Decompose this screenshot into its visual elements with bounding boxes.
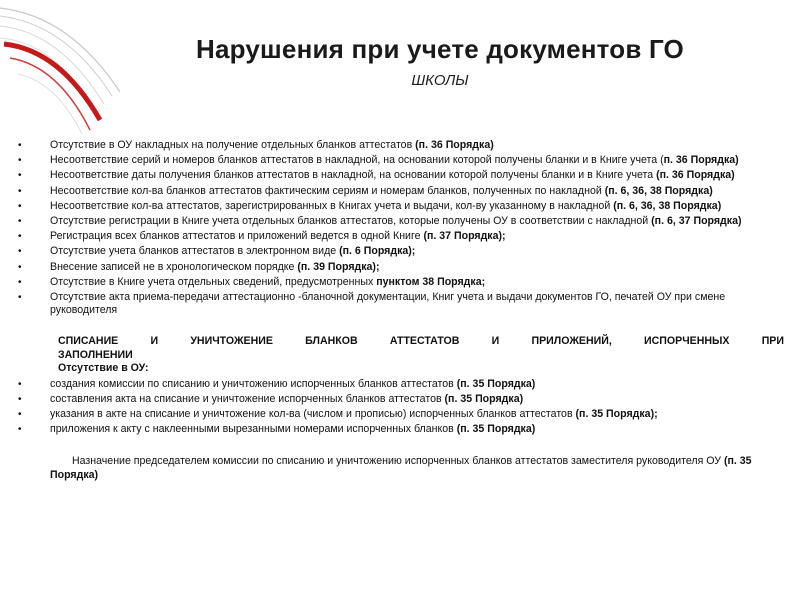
list-item: • Несоответствие серий и номеров бланков аттестатов в накладной, на основании которой получены бланки и в Книге учета (п. 36 Порядка) [14,154,784,168]
list-item: • Отсутствие учета бланков аттестатов в электронном виде (п. 6 Порядка); [14,245,784,259]
decorative-swoosh-graphic [0,0,140,140]
list-item: • указания в акте на списание и уничтожение кол-ва (числом и прописью) испорченных бланков аттестатов (п. 35 Порядка); [14,408,784,422]
list-item: • Несоответствие кол-ва бланков аттестатов фактическим сериям и номерам бланков, полученных по накладной (п. 6, 36, 38 Порядка) [14,185,784,199]
list-item: • составления акта на списание и уничтожение испорченных бланков аттестатов (п. 35 Порядка) [14,393,784,407]
list-item: • Несоответствие кол-ва аттестатов, зарегистрированных в Книгах учета и выдачи, кол-ву указанному в накладной (п. 6, 36, 38 Порядка) [14,200,784,214]
list-item: • Регистрация всех бланков аттестатов и приложений ведется в одной Книге (п. 37 Порядка); [14,230,784,244]
disposal-violations-list [14,378,784,437]
list-item: • Несоответствие даты получения бланков аттестатов в накладной, на основании которой получены бланки и в Книге учета (п. 36 Порядка) [14,169,784,183]
list-item: • Отсутствие в Книге учета отдельных сведений, предусмотренных пунктом 38 Порядка; [14,276,784,290]
list-item: • создания комиссии по списанию и уничтожению испорченных бланков аттестатов (п. 35 Порядка) [14,378,784,392]
list-item: • Отсутствие акта приема-передачи аттестационно -бланочной документации, Книг учета и выдачи документов ГО, печатей ОУ при смене руководителя [14,291,784,318]
list-item: • Отсутствие в ОУ накладных на получение отдельных бланков аттестатов (п. 36 Порядка) [14,139,784,153]
section-heading: СПИСАНИЕ И УНИЧТОЖЕНИЕ БЛАНКОВ АТТЕСТАТОВ И ПРИЛОЖЕНИЙ, ИСПОРЧЕННЫХ ПРИ ЗАПОЛНЕНИИ [58,335,784,361]
page-subtitle: ШКОЛЫ [411,72,469,89]
section-subheading: Отсутствие в ОУ: [58,362,149,375]
final-paragraph: Назначение председателем комиссии по списанию и уничтожению испорченных бланков аттестатов заместителя руководителя ОУ (п. 35 Порядка) [50,455,752,481]
list-item: • Отсутствие регистрации в Книге учета отдельных бланков аттестатов, которые получены ОУ в соответствии с накладной (п. 6, 37 Порядка) [14,215,784,229]
list-item: • Внесение записей не в хронологическом порядке (п. 39 Порядка); [14,261,784,275]
violations-list [14,139,784,318]
list-item: • приложения к акту с наклеенными вырезанными номерами испорченных бланков (п. 35 Порядка) [14,423,784,437]
document-body [14,139,784,482]
page-title: Нарушения при учете документов ГО [196,34,684,64]
